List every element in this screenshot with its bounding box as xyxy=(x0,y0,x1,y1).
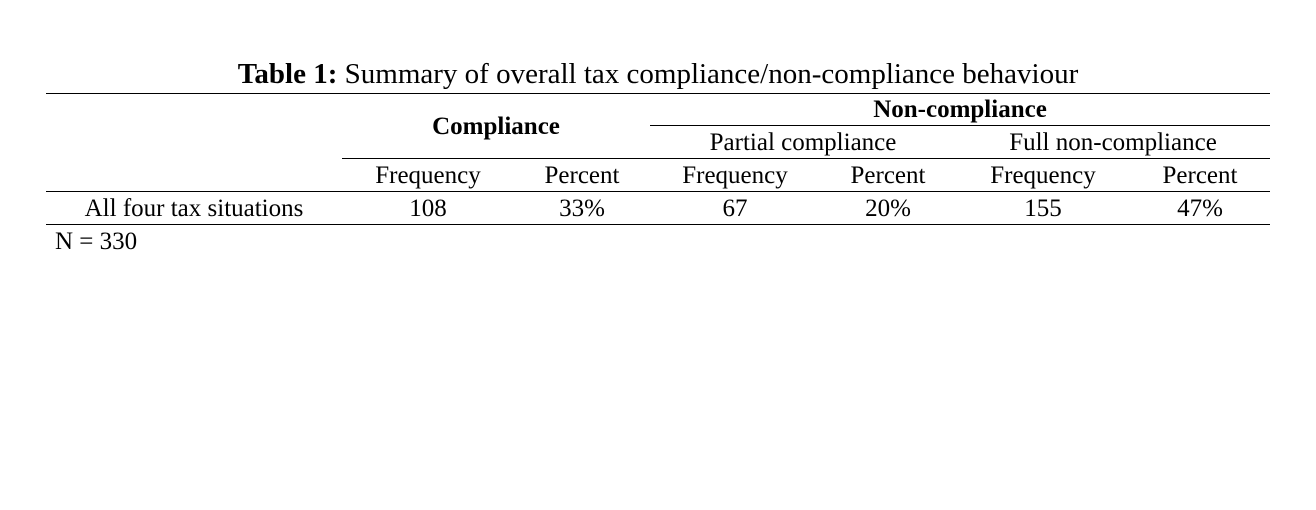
column-header: Frequency xyxy=(375,162,481,189)
column-header: Frequency xyxy=(990,162,1096,189)
header-partial-compliance: Partial compliance xyxy=(709,129,897,156)
header-non-compliance: Non-compliance xyxy=(873,96,1047,123)
header-compliance: Compliance xyxy=(432,113,560,140)
caption-label: Table 1: xyxy=(237,58,338,90)
column-header: Percent xyxy=(544,162,620,189)
table-note: N = 330 xyxy=(55,228,138,255)
table-cell: 47% xyxy=(1177,195,1223,222)
table-cell: 33% xyxy=(559,195,605,222)
table-cell: 155 xyxy=(1024,195,1062,222)
header-full-non-compliance: Full non-compliance xyxy=(1009,129,1217,156)
row-label: All four tax situations xyxy=(84,195,304,222)
caption-text: Summary of overall tax compliance/non-compliance behaviour xyxy=(344,58,1079,90)
table-cell: 67 xyxy=(722,195,748,222)
column-header: Frequency xyxy=(682,162,788,189)
table-cell: 108 xyxy=(409,195,447,222)
table-cell: 20% xyxy=(865,195,911,222)
column-header: Percent xyxy=(850,162,926,189)
column-header: Percent xyxy=(1162,162,1238,189)
table-caption xyxy=(0,56,1316,92)
